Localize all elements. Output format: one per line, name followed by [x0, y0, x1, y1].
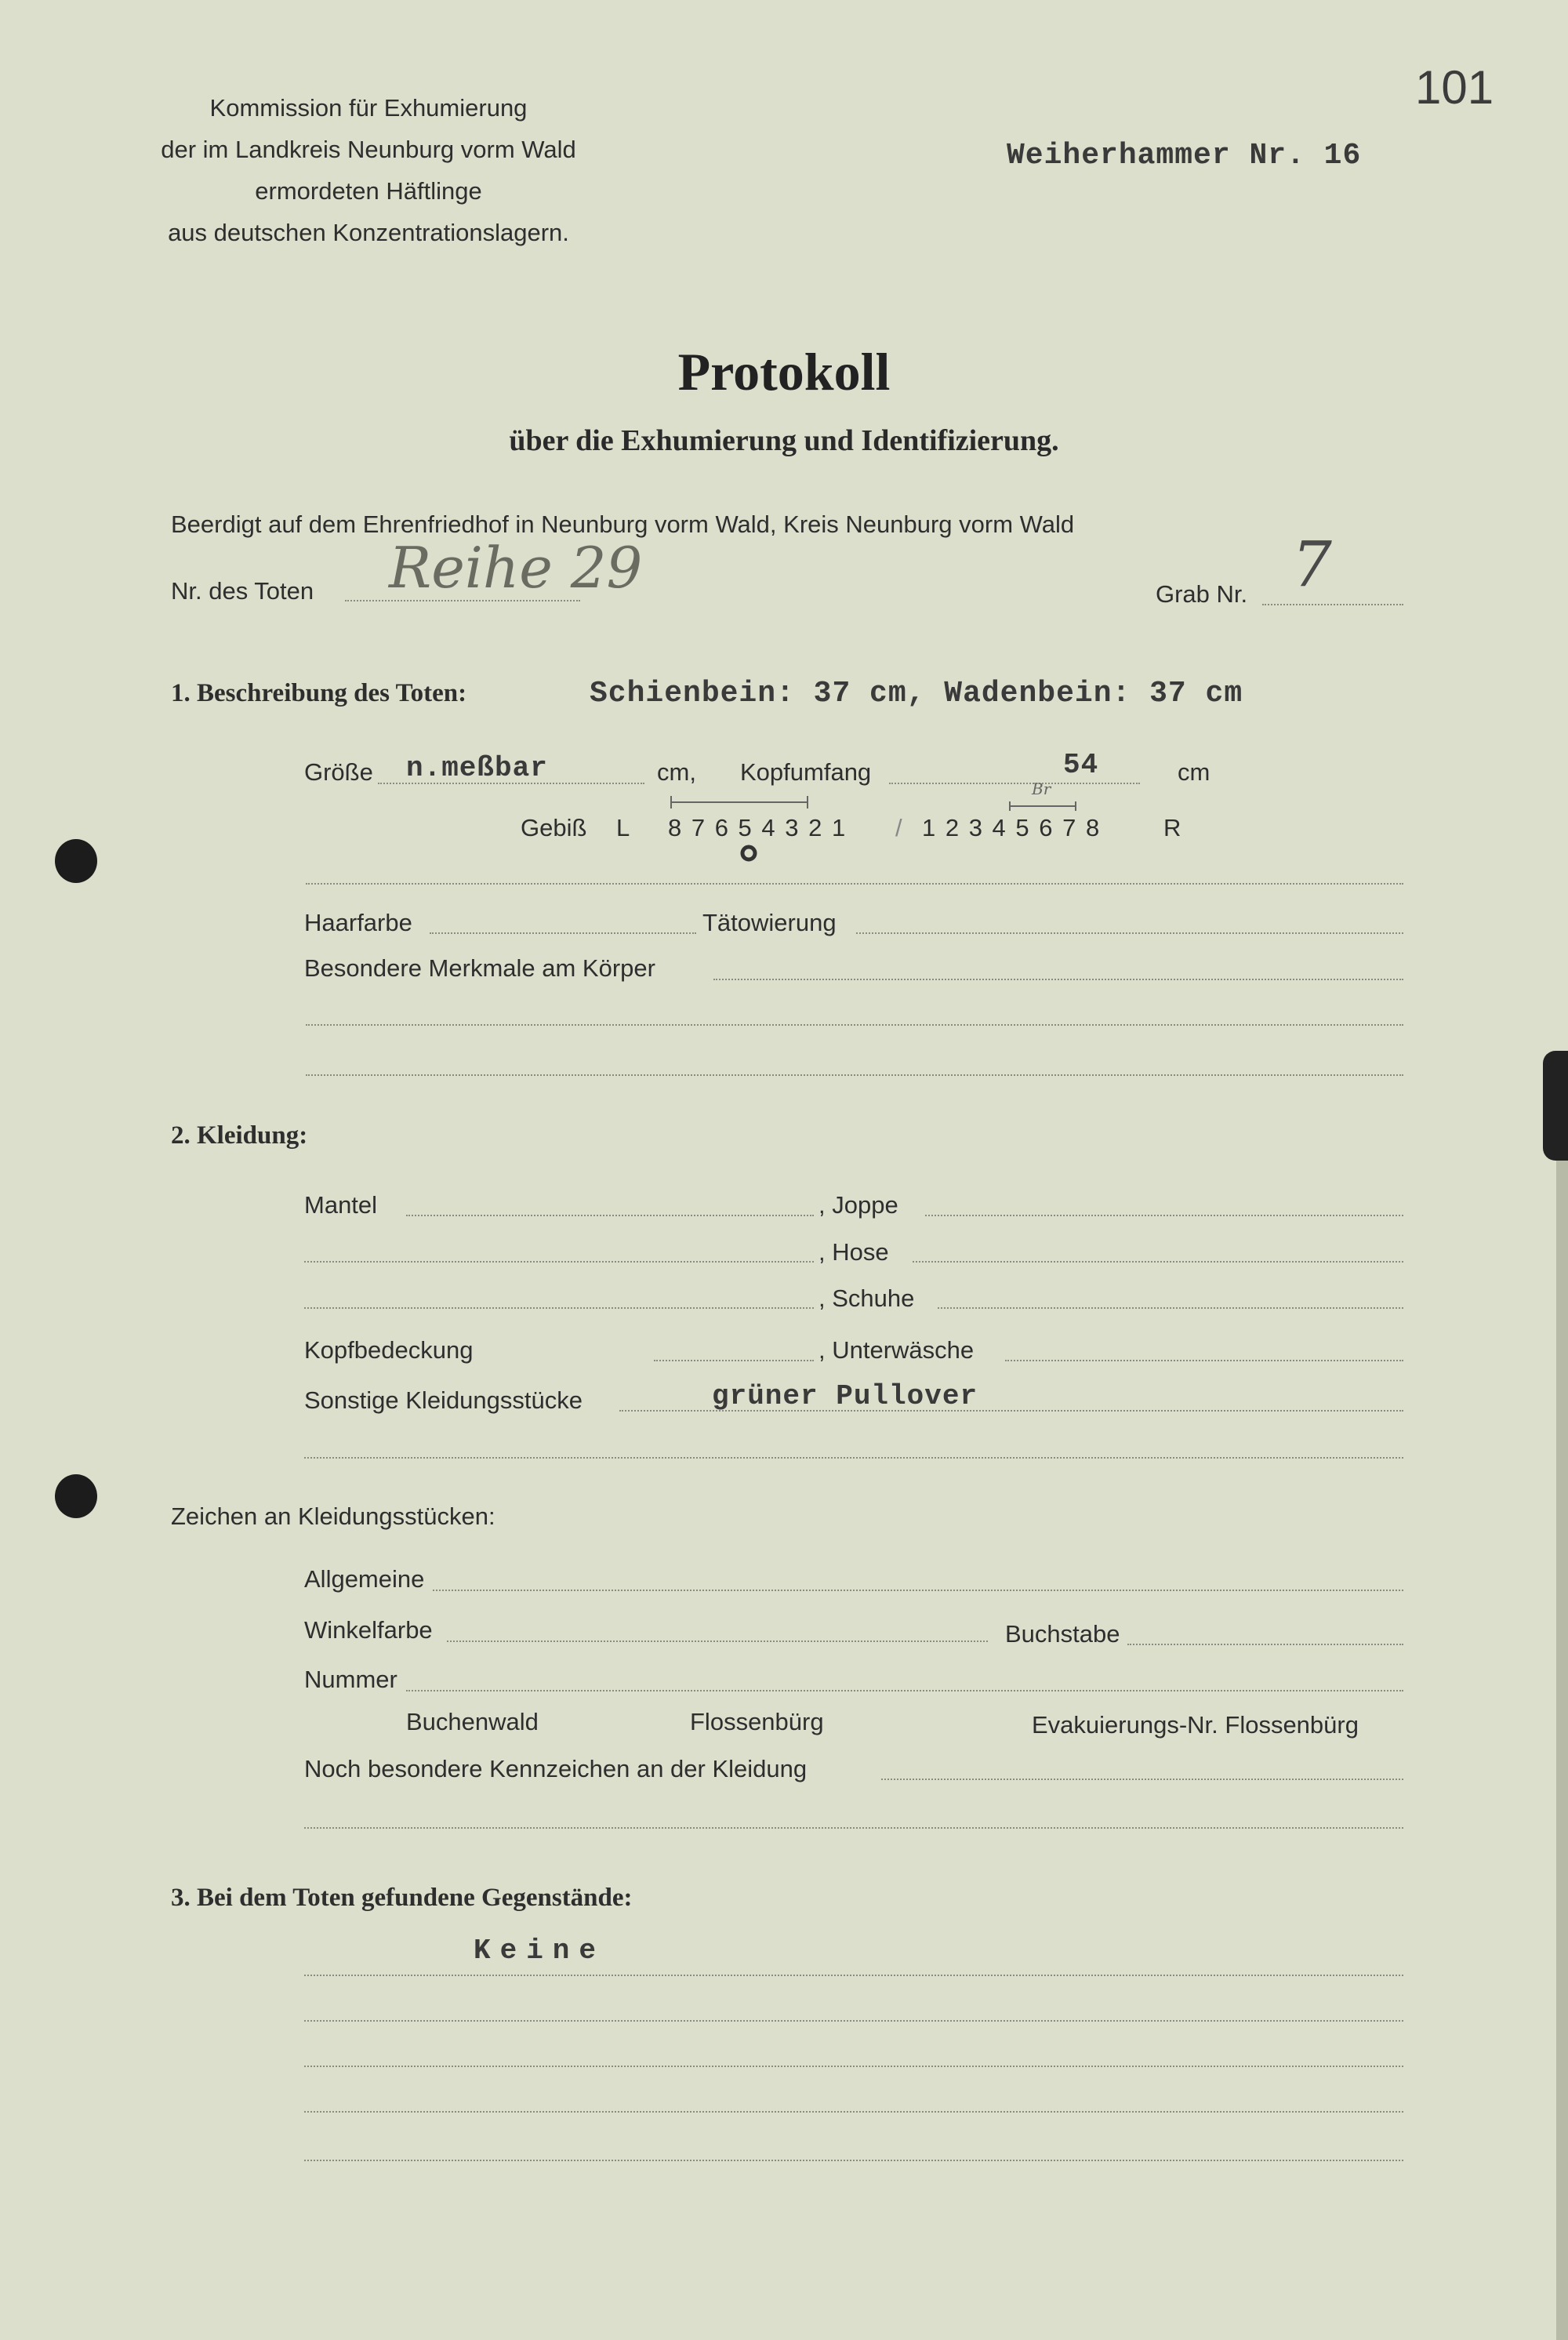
letter-label: Buchstabe — [1005, 1620, 1120, 1648]
trousers-label: , Hose — [818, 1238, 889, 1266]
teeth-label: Gebiß — [521, 814, 587, 841]
section2-heading: 2. Kleidung: — [171, 1121, 308, 1150]
section1-note: Schienbein: 37 cm, Wadenbein: 37 cm — [590, 677, 1243, 710]
body-marks-label: Besondere Merkmale am Körper — [304, 954, 655, 982]
punch-hole-bottom — [55, 1474, 97, 1518]
teeth-bracket-right — [1008, 800, 1079, 812]
cm-label-1: cm, — [657, 758, 696, 786]
number-label: Nummer — [304, 1666, 397, 1693]
cm-label-2: cm — [1178, 758, 1210, 786]
section3-heading: 3. Bei dem Toten gefundene Gegenstände: — [171, 1884, 633, 1912]
page-title: Protokoll — [677, 342, 891, 402]
grave-number-label: Grab Nr. — [1156, 580, 1248, 608]
col-buchenwald: Buchenwald — [406, 1708, 539, 1735]
general-marks-label: Allgemeine — [304, 1565, 425, 1593]
teeth-note: Br — [1032, 779, 1051, 798]
hair-color-label: Haarfarbe — [304, 909, 412, 936]
clothing-marks-heading: Zeichen an Kleidungsstücken: — [171, 1502, 495, 1530]
punch-hole-top — [55, 839, 97, 883]
other-marks-label: Noch besondere Kennzeichen an der Kleidung — [304, 1755, 808, 1782]
missing-tooth-mark — [739, 844, 758, 863]
teeth-bracket-left — [670, 794, 811, 810]
burial-line: Beerdigt auf dem Ehrenfriedhof in Neunburg vorm Wald, Kreis Neunburg vorm Wald — [171, 511, 1075, 538]
jacket-label: , Joppe — [818, 1191, 898, 1219]
dead-number-label: Nr. des Toten — [171, 577, 314, 605]
head-circumference-value: 54 — [1063, 749, 1099, 781]
org-line-2: der im Landkreis Neunburg vorm Wald — [161, 136, 576, 163]
dead-number-value: Reihe 29 — [389, 535, 643, 601]
other-clothing-label: Sonstige Kleidungsstücke — [304, 1386, 583, 1414]
headwear-label: Kopfbedeckung — [304, 1336, 474, 1364]
col-evacuation-number: Evakuierungs-Nr. Flossenbürg — [1032, 1711, 1359, 1739]
triangle-color-label: Winkelfarbe — [304, 1616, 433, 1644]
org-line-4: aus deutschen Konzentrationslagern. — [168, 219, 569, 246]
grave-number-value: 7 — [1292, 528, 1332, 601]
teeth-left-marker: L — [616, 814, 630, 841]
section3-value: Keine — [474, 1935, 606, 1967]
teeth-right: 1 2 3 4 5 6 7 8 — [922, 814, 1102, 841]
teeth-divider: / — [895, 814, 902, 841]
paper-edge-damage — [1543, 1051, 1568, 1161]
teeth-left: 8 7 6 5 4 3 2 1 — [668, 814, 848, 841]
teeth-right-marker: R — [1163, 814, 1181, 841]
tattoo-label: Tätowierung — [702, 909, 837, 936]
page-number: 101 — [1415, 61, 1494, 114]
other-clothing-value: grüner Pullover — [712, 1380, 978, 1412]
org-line-1: Kommission für Exhumierung — [209, 94, 528, 122]
underwear-label: , Unterwäsche — [818, 1336, 975, 1364]
height-label: Größe — [304, 758, 373, 786]
height-value: n.meßbar — [406, 752, 548, 784]
page-subtitle: über die Exhumierung und Identifizierung. — [509, 424, 1059, 457]
section1-heading: 1. Beschreibung des Toten: — [171, 679, 467, 707]
head-circumference-label: Kopfumfang — [740, 758, 872, 786]
coat-label: Mantel — [304, 1191, 378, 1219]
col-flossenburg: Flossenbürg — [690, 1708, 824, 1735]
shoes-label: , Schuhe — [818, 1284, 915, 1312]
location-stamp: Weiherhammer Nr. 16 — [1007, 139, 1362, 173]
org-line-3: ermordeten Häftlinge — [255, 177, 482, 205]
